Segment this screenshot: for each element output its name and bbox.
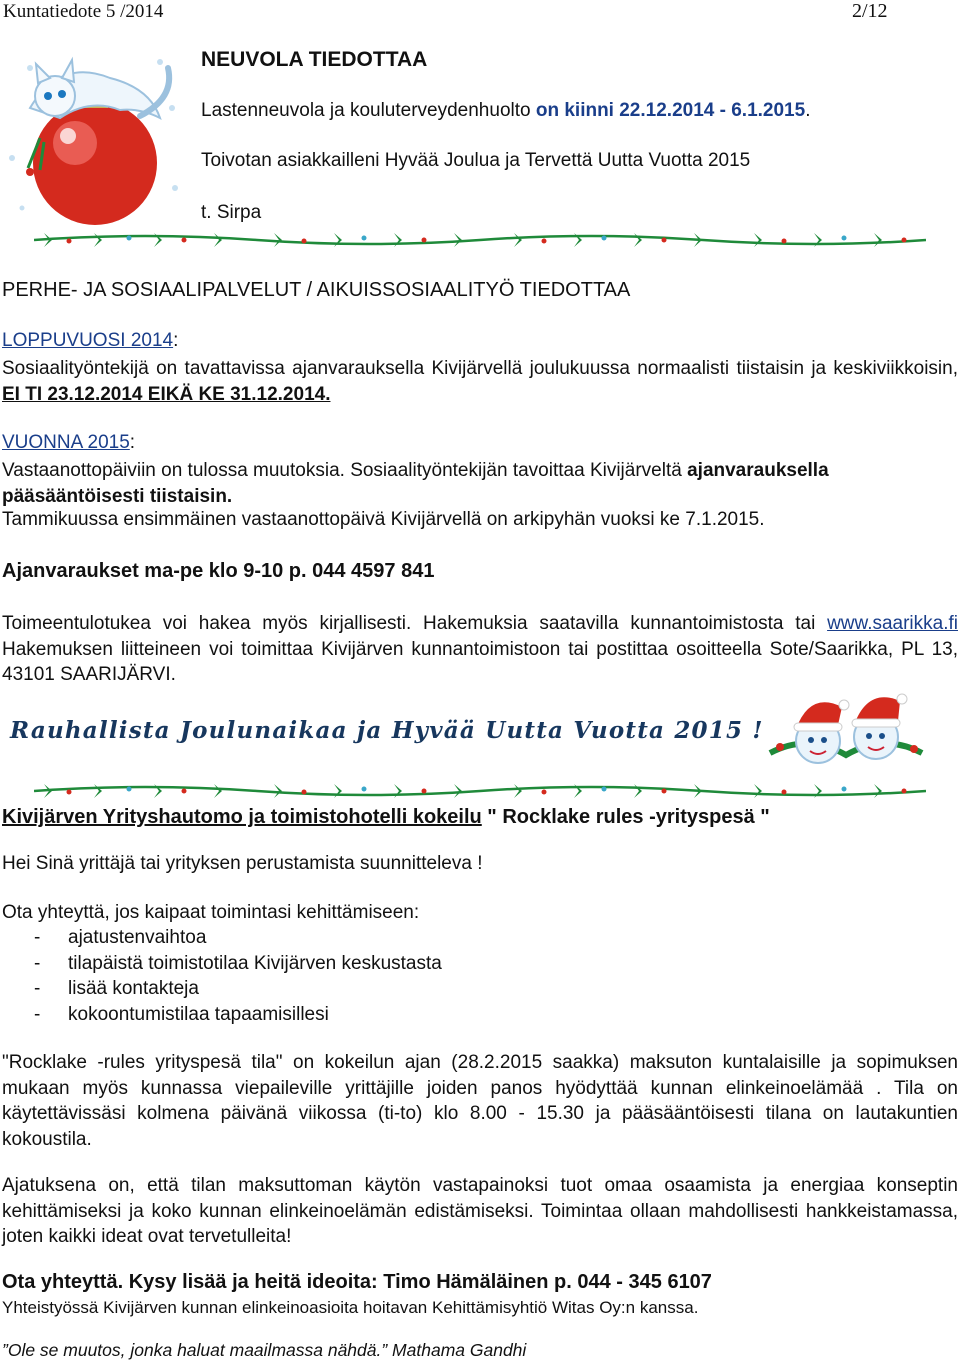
vuonna-text: Vastaanottopäiviin on tulossa muutoksia. Sosiaalityöntekijän tavoittaa Kivijärveltä: [2, 460, 688, 481]
loppuvuosi-closed-dates: EI TI 23.12.2014 EIKÄ KE 31.12.2014.: [2, 383, 331, 405]
vuonna-paragraph: [2, 458, 958, 509]
toimeentulo-paragraph: [2, 611, 958, 688]
ajanvaraukset-phone: Ajanvaraukset ma-pe klo 9-10 p. 044 4597 841: [2, 560, 435, 582]
tammikuu-notice: Tammikuussa ensimmäinen vastaanottopäivä Kivijärvellä on arkipyhän vuoksi ke 7.1.2015.: [2, 509, 765, 530]
vuonna-bold: ajanvarauksella pääsääntöisesti tiistaisin.: [2, 460, 829, 507]
vuonna-label-row: [2, 432, 135, 454]
newsletter-name: Kuntatiedote 5 /2014: [3, 1, 164, 22]
snowmen-illustration: [768, 683, 924, 775]
yritys-heading-quote: " Rocklake rules -yrityspesä ": [481, 806, 770, 828]
loppuvuosi-label: LOPPUVUOSI 2014: [2, 330, 174, 351]
yritys-heading-main: Kivijärven Yrityshautomo ja toimistohotelli kokeilu: [2, 806, 482, 828]
list-item-text: lisää kontakteja: [68, 978, 199, 999]
loppuvuosi-colon: :: [173, 330, 179, 351]
cat-ornament-illustration: [0, 38, 190, 228]
toimeentulo-text2: Hakemuksen liitteineen voi toimittaa Kivijärven kunnantoimistoon tai postittaa osoitteella Sote/Saarikka, PL 13, 43101 SAARIJÄRVI.: [2, 638, 958, 685]
hei-line: Hei Sinä yrittäjä tai yrityksen perustamista suunnitteleva !: [2, 853, 483, 874]
list-item-text: tilapäistä toimistotilaa Kivijärven keskustasta: [68, 953, 442, 974]
closure-period: .: [805, 100, 811, 121]
closure-notice: [201, 100, 810, 122]
perhe-heading: PERHE- JA SOSIAALIPALVELUT / AIKUISSOSIAALITYÖ TIEDOTTAA: [2, 279, 631, 301]
contact-line: Ota yhteyttä. Kysy lisää ja heitä ideoita: Timo Hämäläinen p. 044 - 345 6107: [2, 1271, 712, 1293]
yritys-heading: [2, 806, 770, 829]
list-item: - tilapäistä toimistotilaa Kivijärven keskustasta: [34, 953, 442, 974]
closure-dates: on kiinni 22.12.2014 - 6.1.2015: [535, 100, 806, 121]
list-item: - lisää kontakteja: [34, 978, 199, 999]
loppuvuosi-paragraph: [2, 356, 958, 407]
ajatuksena-paragraph: Ajatuksena on, että tilan maksuttoman käytön vastapainoksi tuot omaa osaamista ja energiaa konseptin kehittämiseksi ja koko kunnan elinkeinoelämän edistämiseksi. Toimintaa ollaan mahdollisesti hankkeistamassa, joten kaikki ideat ovat tervetulleita!: [2, 1175, 958, 1247]
gandhi-quote: ”Ole se muutos, jonka haluat maailmassa nähdä.” Mathama Gandhi: [2, 1340, 527, 1360]
list-item-text: ajatustenvaihtoa: [68, 927, 207, 948]
list-item: - kokoontumistilaa tapaamisillesi: [34, 1004, 329, 1025]
toimeentulo-text: Toimeentulotukea voi hakea myös kirjallisesti. Hakemuksia saatavilla kunnantoimistosta tai: [2, 613, 816, 634]
rocklake-paragraph: "Rocklake -rules yrityspesä tila" on kokeilun ajan (28.2.2015 saakka) maksuton kuntalaisille ja sopimuksen mukaan myös kunnassa viераileville yrittäjille joiden panos hyödyttää kunnan elinkeinoelämää . Tila on käytettävissäsi kolmena päivänä viikossa (ti-to) klo 8.00 - 15.30 ja pääsääntöisesti tilana on lautakuntien kokoustila.: [2, 1052, 958, 1150]
page-number: 2/12: [852, 0, 888, 22]
neuvola-heading: NEUVOLA TIEDOTTAA: [201, 48, 428, 71]
vuonna-label: VUONNA 2015: [2, 432, 130, 453]
list-item-text: kokoontumistilaa tapaamisillesi: [68, 1004, 329, 1025]
holiday-greeting: Rauhallista Joulunaikaa ja Hyvää Uutta Vuotta 2015 !: [10, 717, 764, 744]
holly-garland-divider: [34, 780, 926, 802]
loppuvuosi-text: Sosiaalityöntekijä on tavattavissa ajanvarauksella Kivijärvellä joulukuussa normaalisti tiistaisin ja keskiviikkoisin,: [2, 358, 958, 379]
list-item: - ajatustenvaihtoa: [34, 927, 207, 948]
signature: t. Sirpa: [201, 202, 262, 223]
holiday-wish: Toivotan asiakkailleni Hyvää Joulua ja Tervettä Uutta Vuotta 2015: [201, 150, 751, 171]
holly-garland-divider: [34, 229, 926, 251]
saarikka-link[interactable]: www.saarikka.fi: [827, 613, 958, 634]
vuonna-colon: :: [129, 432, 136, 453]
cooperation-line: Yhteistyössä Kivijärven kunnan elinkeinoasioita hoitavan Kehittämisyhtiö Witas Oy:n kanssa.: [2, 1298, 699, 1317]
ota-intro: Ota yhteyttä, jos kaipaat toimintasi kehittämiseen:: [2, 902, 420, 923]
closure-text: Lastenneuvola ja kouluterveydenhuolto: [201, 100, 536, 121]
loppuvuosi-label-row: [2, 330, 178, 352]
